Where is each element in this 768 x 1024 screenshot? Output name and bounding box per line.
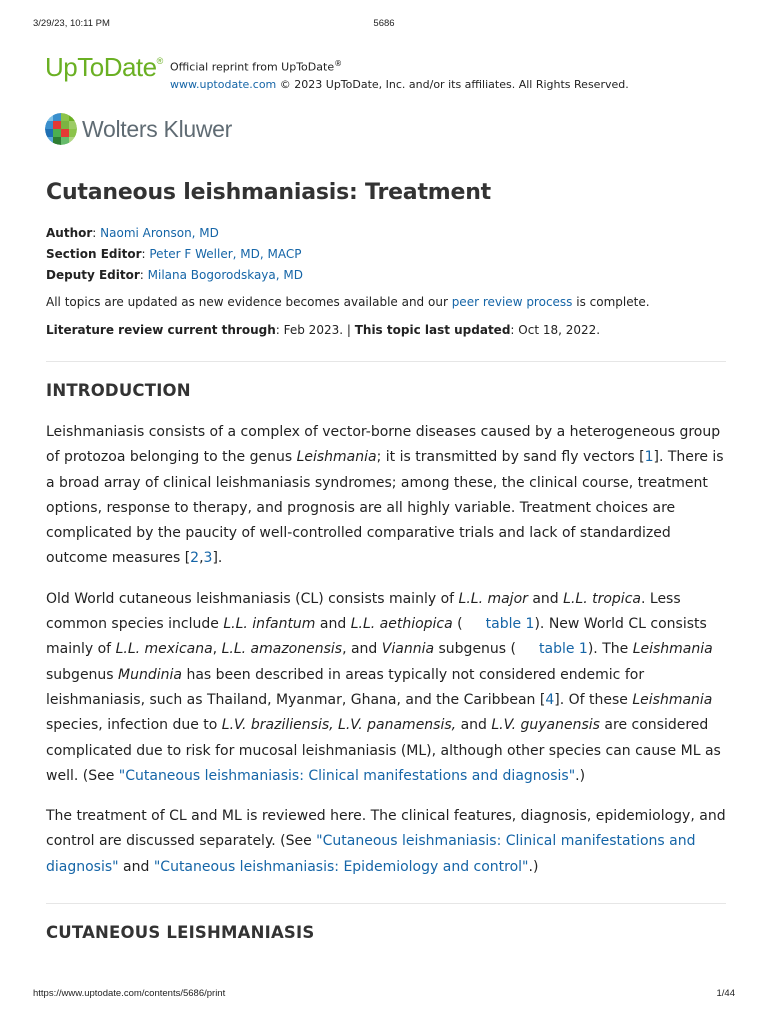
intro-paragraph-1: Leishmaniasis consists of a complex of vector-borne diseases caused by a heterogeneous group of protozoa belonging to the genus Leishmania; it is transmitted by sand fly vectors [1]. There is a broad array of clinical leishmaniasis syndromes; among these, the clinical course, treatment options, response to therapy, and prognosis are all highly variable. Treatment choices are complicated by the paucity of well-controlled comparative trials and lack of standardized outcome measures [2,3]. xyxy=(46,424,724,567)
intro-paragraph-3: The treatment of CL and ML is reviewed here. The clinical features, diagnosis, epidemiology, and control are discussed separately. (See "Cutaneous leishmaniasis: Clinical manifestations and diagnosis" and "Cutaneous leishmaniasis: Epidemiology and control".) xyxy=(46,808,726,875)
article-contributors xyxy=(46,223,726,286)
table-1-link[interactable]: table 1 xyxy=(539,641,588,658)
wolters-kluwer-name: Wolters Kluwer xyxy=(82,115,233,142)
uptodate-site-link[interactable]: www.uptodate.com xyxy=(170,77,277,91)
print-header xyxy=(33,18,735,32)
reference-link[interactable]: 1 xyxy=(644,449,654,466)
table-icon xyxy=(467,618,483,630)
print-doc-number: 5686 xyxy=(373,18,395,29)
article-title: Cutaneous leishmaniasis: Treatment xyxy=(46,180,491,205)
wolters-kluwer-logo xyxy=(45,112,232,146)
section-divider xyxy=(46,361,726,362)
deputy-editor-link[interactable]: Milana Bogorodskaya, MD xyxy=(147,268,303,282)
update-note-text: All topics are updated as new evidence becomes available and our xyxy=(46,295,452,309)
lit-review-value: : Feb 2023. | xyxy=(275,323,355,337)
author-label: Author xyxy=(46,226,93,240)
table-1-link[interactable]: table 1 xyxy=(485,616,535,633)
print-date: 3/29/23, 10:11 PM xyxy=(33,18,110,29)
section-editor-line: Section Editor: Peter F Weller, MD, MACP xyxy=(46,247,302,261)
wolters-kluwer-mark-icon xyxy=(45,113,77,145)
author-line: Author: Naomi Aronson, MD xyxy=(46,226,219,240)
reference-link[interactable]: 4 xyxy=(545,691,555,708)
literature-review-line xyxy=(46,320,726,340)
section-editor-label: Section Editor xyxy=(46,247,142,261)
cutaneous-leishmaniasis-heading: CUTANEOUS LEISHMANIASIS xyxy=(46,923,315,943)
table-icon xyxy=(520,643,536,655)
section-divider xyxy=(46,903,726,904)
print-page-number: 1/44 xyxy=(716,988,735,999)
update-note xyxy=(46,292,726,312)
uptodate-logo-text: UpToDate xyxy=(45,52,157,82)
copyright-text: © 2023 UpToDate, Inc. and/or its affiliates. All Rights Reserved. xyxy=(276,77,629,91)
intro-paragraph-2: Old World cutaneous leishmaniasis (CL) consists mainly of L.L. major and L.L. tropica. Less common species include L.L. infantum and L.L. aethiopica ( table 1). New World CL consists mainly of L.L. mexicana, L.L. amazonensis, and Viannia subgenus ( table 1). The Leishmania subgenus Mundinia has been described in areas typically not considered endemic for leishmaniasis, such as Thailand, Myanmar, Ghana, and the Caribbean [4]. Of these Leishmania species, infection due to L.V. braziliensis, L.V. panamensis, and L.V. guyanensis are considered complicated due to risk for mucosal leishmaniasis (ML), although other species can cause ML as well. (See "Cutaneous leishmaniasis: Clinical manifestations and diagnosis".) xyxy=(46,590,721,784)
uptodate-logo xyxy=(45,52,163,83)
author-link[interactable]: Naomi Aronson, MD xyxy=(100,226,219,240)
last-updated-value: : Oct 18, 2022. xyxy=(510,323,601,337)
clinical-manifestations-link[interactable]: "Cutaneous leishmaniasis: Clinical manifestations and diagnosis" xyxy=(118,767,576,784)
introduction-heading: INTRODUCTION xyxy=(46,381,191,400)
print-footer xyxy=(33,988,735,1002)
last-updated-label: This topic last updated xyxy=(354,323,511,337)
section-editor-link[interactable]: Peter F Weller, MD, MACP xyxy=(149,247,302,261)
deputy-editor-line: Deputy Editor: Milana Bogorodskaya, MD xyxy=(46,268,303,282)
reference-link[interactable]: 2 xyxy=(190,550,200,567)
update-note-tail: is complete. xyxy=(572,295,650,309)
epidemiology-control-link[interactable]: "Cutaneous leishmaniasis: Epidemiology and control" xyxy=(153,858,529,875)
reference-link[interactable]: 3 xyxy=(203,550,213,567)
reprint-line: Official reprint from UpToDate xyxy=(170,60,335,74)
reprint-notice xyxy=(170,55,629,93)
print-url: https://www.uptodate.com/contents/5686/print xyxy=(33,988,226,999)
registered-mark: ® xyxy=(156,56,163,66)
article-content xyxy=(46,180,726,942)
reprint-registered-mark: ® xyxy=(334,59,343,68)
peer-review-link[interactable]: peer review process xyxy=(451,295,573,309)
lit-review-label: Literature review current through xyxy=(46,323,276,337)
deputy-editor-label: Deputy Editor xyxy=(46,268,140,282)
clinical-manifestations-link[interactable]: "Cutaneous leishmaniasis: Clinical manifestations and diagnosis" xyxy=(46,833,696,875)
